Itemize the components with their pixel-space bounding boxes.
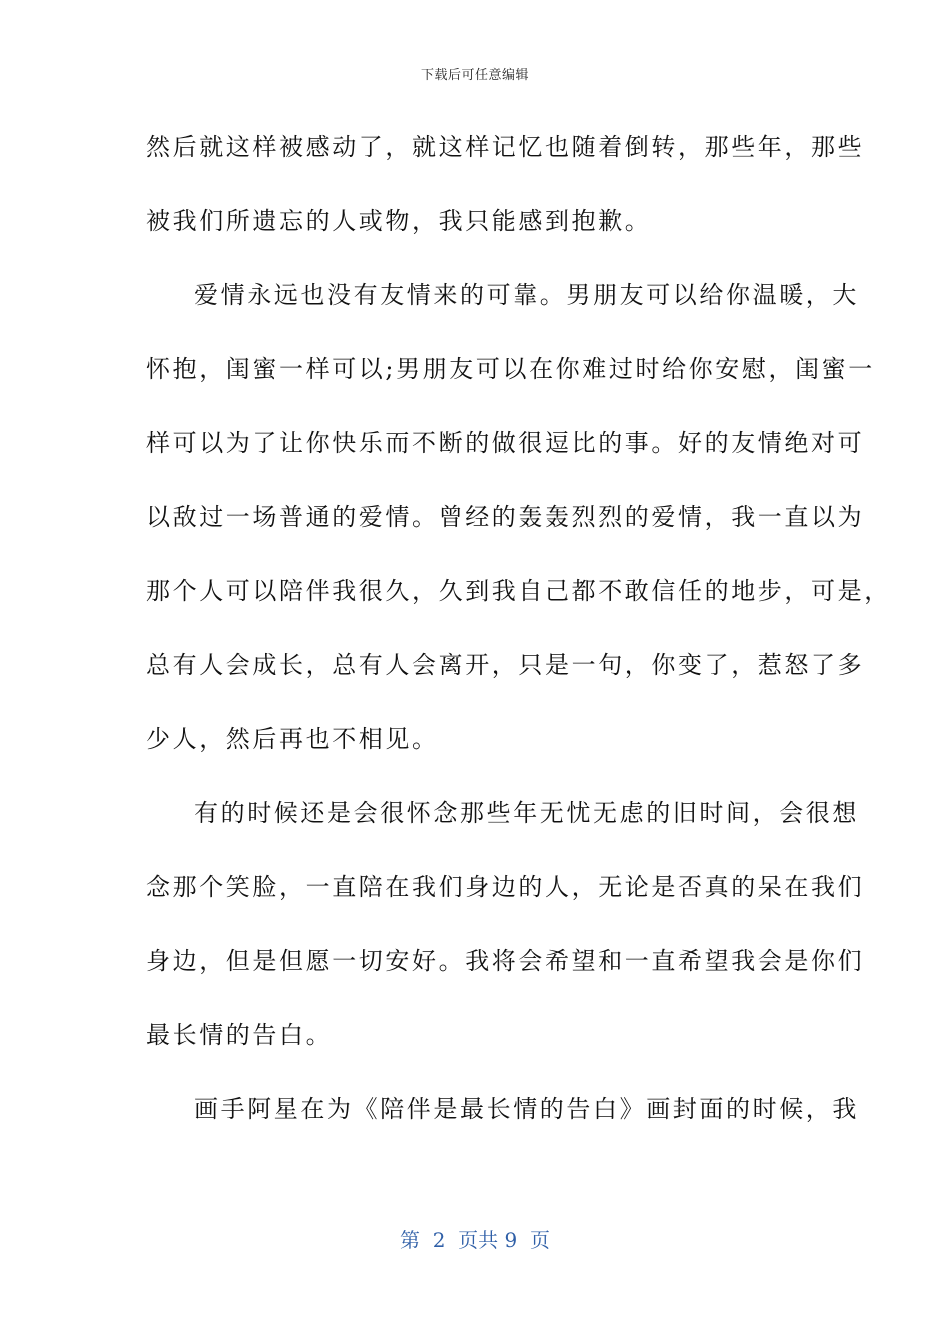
- text-line: 样可以为了让你快乐而不断的做很逗比的事。好的友情绝对可: [146, 429, 865, 457]
- page-header: 下载后可任意编辑: [420, 68, 529, 83]
- text-line: 总有人会成长，总有人会离开，只是一句，你变了，惹怒了多: [146, 651, 865, 679]
- text-line: 爱情永远也没有友情来的可靠。男朋友可以给你温暖，大: [194, 281, 859, 309]
- text-line: 被我们所遗忘的人或物，我只能感到抱歉。: [146, 207, 652, 235]
- body-text: [146, 118, 891, 1154]
- text-line: 少人，然后再也不相见。: [146, 725, 439, 753]
- page-number-footer: 第 2 页共 9 页: [400, 1228, 550, 1252]
- text-line: 以敌过一场普通的爱情。曾经的轰轰烈烈的爱情，我一直以为: [146, 503, 865, 531]
- text-line: 有的时候还是会很怀念那些年无忧无虑的旧时间，会很想: [194, 799, 859, 827]
- text-line: 最长情的告白。: [146, 1021, 333, 1049]
- text-line: 怀抱，闺蜜一样可以;男朋友可以在你难过时给你安慰，闺蜜一: [146, 355, 875, 383]
- text-line: 身边，但是但愿一切安好。我将会希望和一直希望我会是你们: [146, 947, 865, 975]
- text-line: 画手阿星在为《陪伴是最长情的告白》画封面的时候，我: [194, 1095, 859, 1123]
- text-line: 然后就这样被感动了，就这样记忆也随着倒转，那些年，那些: [146, 133, 865, 161]
- text-line: 念那个笑脸，一直陪在我们身边的人，无论是否真的呆在我们: [146, 873, 865, 901]
- text-line: 那个人可以陪伴我很久，久到我自己都不敢信任的地步，可是，: [146, 577, 891, 605]
